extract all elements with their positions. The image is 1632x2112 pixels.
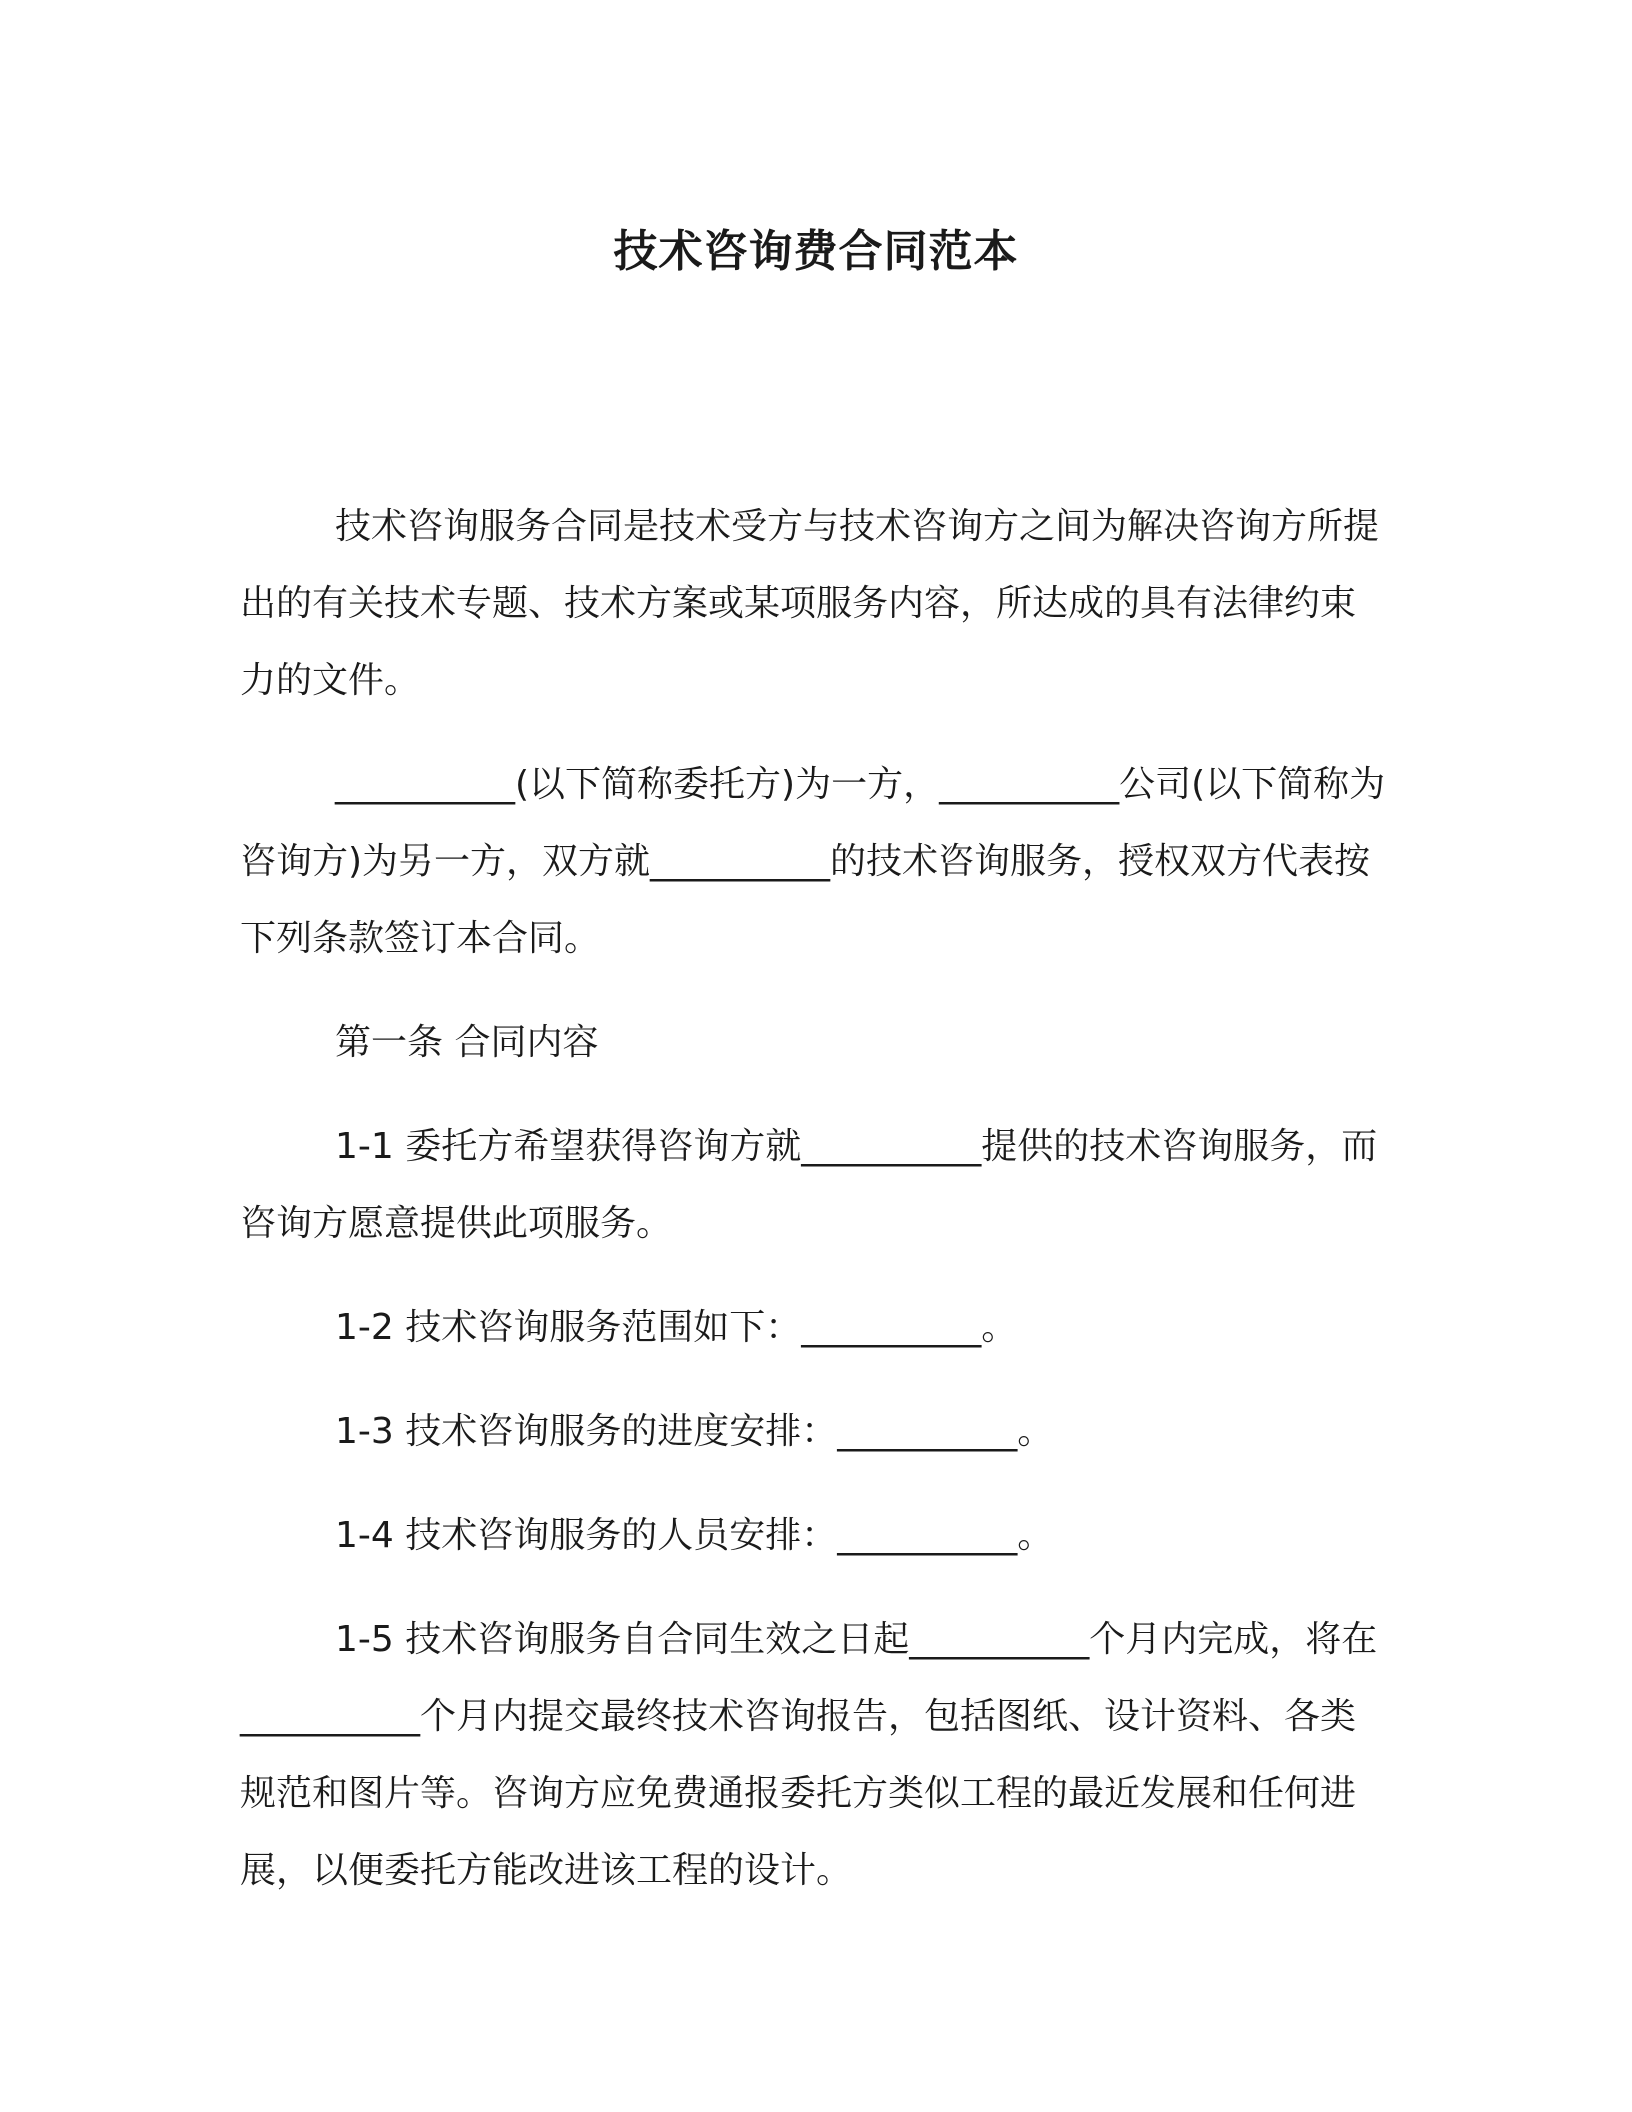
intro-paragraph: 技术咨询服务合同是技术受方与技术咨询方之间为解决咨询方所提出的有关技术专题、技术方案或某项服务内容，所达成的具有法律约束力的文件。 bbox=[240, 506, 1380, 701]
article-heading: 第一条 合同内容 bbox=[335, 1022, 599, 1063]
clause-1-2: 1-2 技术咨询服务范围如下：__________。 bbox=[335, 1307, 1018, 1348]
document-body bbox=[240, 488, 1390, 1936]
clause-1-3: 1-3 技术咨询服务的进度安排：__________。 bbox=[335, 1411, 1054, 1452]
clause-1-4: 1-4 技术咨询服务的人员安排：__________。 bbox=[335, 1515, 1054, 1556]
document-title: 技术咨询费合同范本 bbox=[613, 226, 1019, 277]
clause-1-1: 1-1 委托方希望获得咨询方就__________提供的技术咨询服务，而咨询方愿意提供此项服务。 bbox=[240, 1126, 1378, 1244]
parties-paragraph: __________(以下简称委托方)为一方，__________公司(以下简称为咨询方)为另一方，双方就__________的技术咨询服务，授权双方代表按下列条款签订本合同。 bbox=[240, 764, 1386, 959]
clause-1-5: 1-5 技术咨询服务自合同生效之日起__________个月内完成，将在__________个月内提交最终技术咨询报告，包括图纸、设计资料、各类规范和图片等。咨询方应免费通报委托方类似工程的最近发展和任何进展，以便委托方能改进该工程的设计。 bbox=[240, 1619, 1378, 1891]
